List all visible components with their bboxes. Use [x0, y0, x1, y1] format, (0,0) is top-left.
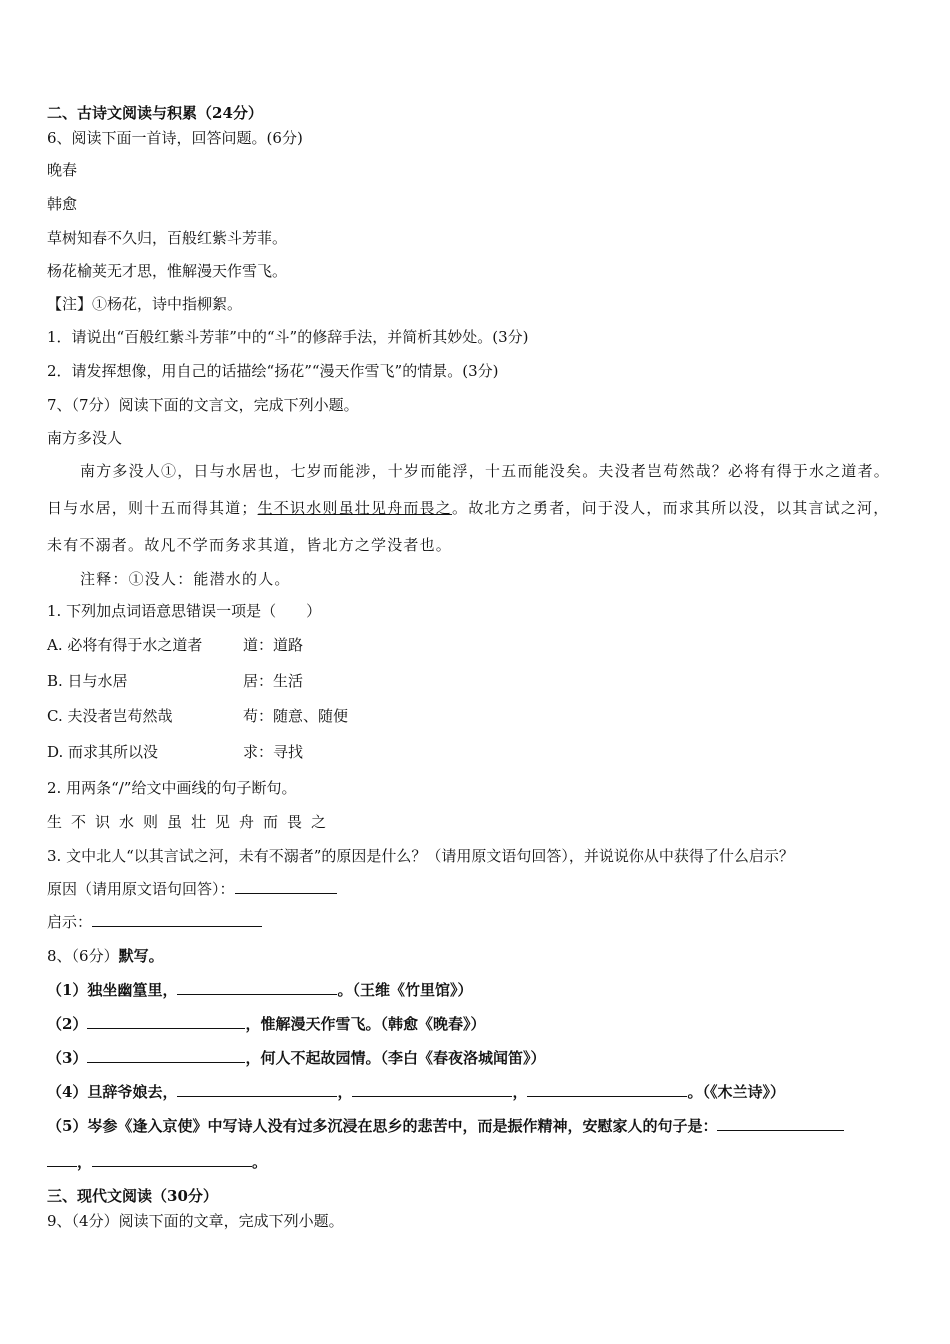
poem-note: 【注】①杨花，诗中指柳絮。 [47, 295, 243, 313]
poem-title: 晚春 [47, 161, 78, 179]
q8-l1-blank[interactable] [177, 980, 337, 995]
option-a [47, 635, 303, 655]
q7-para-2-before: 日与水居，则十五而得其道； [47, 499, 258, 517]
option-c-term: C. 夫没者岂苟然哉 [47, 707, 173, 725]
q8-l3-source: ，何人不起故园情。（李白《春夜洛城闻笛》） [245, 1049, 546, 1067]
q8-line-5-cont [47, 1152, 267, 1172]
q8-l4-source: 。（《木兰诗》） [687, 1083, 785, 1101]
q7-passage-title: 南方多没人 [47, 429, 123, 447]
reason-label: 原因（请用原文语句回答）： [47, 880, 235, 898]
q8-line-3 [47, 1048, 545, 1068]
q6-intro: 6、阅读下面一首诗，回答问题。(6分) [47, 129, 303, 147]
option-b [47, 671, 303, 691]
q8-l4-blank-1[interactable] [177, 1082, 337, 1097]
poem-line-1: 草树知春不久归，百般红紫斗芳菲。 [47, 229, 288, 247]
insight-row [47, 912, 262, 932]
reason-answer-blank[interactable] [235, 879, 337, 894]
q7-sub3: 3. 文中北人“以其言试之河，未有不溺者”的原因是什么？（请用原文语句回答），并说说你从中获得了什么启示？ [47, 847, 794, 865]
option-a-gloss: 道：道路 [243, 636, 304, 654]
option-b-gloss: 居：生活 [243, 672, 304, 690]
q8-l4-sep-1: ， [337, 1083, 353, 1101]
q8-l5-blank-2[interactable] [92, 1152, 252, 1167]
option-d-gloss: 求：寻找 [243, 743, 304, 761]
q8-l1-source: 。（王维《竹里馆》） [337, 981, 473, 999]
q7-intro: 7、（7分）阅读下面的文言文，完成下列小题。 [47, 396, 359, 414]
q8-line-2 [47, 1014, 485, 1034]
q8-l4-sep-2: ， [512, 1083, 528, 1101]
q7-annotation: 注释：①没人：能潜水的人。 [80, 570, 291, 588]
option-d-term: D. 而求其所以没 [47, 743, 159, 761]
q8-l5-end: 。 [252, 1153, 268, 1171]
q8-line-5 [47, 1116, 844, 1136]
option-a-term: A. 必将有得于水之道者 [47, 636, 203, 654]
q8-l3-blank[interactable] [87, 1048, 245, 1063]
q8-l5-sep: ， [77, 1153, 93, 1171]
q8-l1-prompt: （1）独坐幽篁里， [47, 981, 178, 999]
q7-sub2: 2. 用两条“/”给文中画线的句子断句。 [47, 779, 297, 797]
q8-l5-blank-1b[interactable] [47, 1152, 77, 1167]
q7-para-2 [47, 498, 889, 518]
q7-sub2-sentence: 生不识水则虽壮见舟而畏之 [47, 813, 336, 831]
option-c-gloss: 苟：随意、随便 [243, 707, 349, 725]
q8-intro-bold: 默写。 [118, 947, 164, 965]
q8-line-1 [47, 980, 472, 1000]
q8-l2-prompt: （2） [47, 1015, 88, 1033]
option-b-term: B. 日与水居 [47, 672, 128, 690]
insight-answer-blank[interactable] [92, 912, 262, 927]
option-d [47, 742, 303, 762]
q6-sub2: 2．请发挥想像，用自己的话描绘“扬花”“漫天作雪飞”的情景。(3分) [47, 362, 499, 380]
poem-author: 韩愈 [47, 195, 78, 213]
q8-line-4 [47, 1082, 785, 1102]
q8-l2-blank[interactable] [87, 1014, 245, 1029]
insight-label: 启示： [47, 913, 93, 931]
q8-l4-blank-3[interactable] [527, 1082, 687, 1097]
q8-l4-prompt: （4）旦辞爷娘去， [47, 1083, 178, 1101]
section2-heading: 二、古诗文阅读与积累（24分） [47, 104, 263, 122]
reason-row [47, 879, 337, 899]
q8-intro-plain: 8、（6分） [47, 947, 119, 965]
q8-l5-prompt: （5）岑参《逢入京使》中写诗人没有过多沉浸在思乡的悲苦中，而是振作精神，安慰家人的句子是： [47, 1117, 718, 1135]
q7-sub1: 1. 下列加点词语意思错误一项是（ ） [47, 602, 322, 620]
option-c [47, 706, 348, 726]
q8-l4-blank-2[interactable] [352, 1082, 512, 1097]
poem-line-2: 杨花榆荚无才思，惟解漫天作雪飞。 [47, 262, 288, 280]
q7-underlined-sentence: 生不识水则虽壮见舟而畏之 [257, 499, 453, 517]
q8-l2-source: ，惟解漫天作雪飞。（韩愈《晚春》） [245, 1015, 486, 1033]
q8-l5-blank-1a[interactable] [717, 1116, 844, 1131]
q6-sub1: 1．请说出“百般红紫斗芳菲”中的“斗”的修辞手法，并简析其妙处。(3分) [47, 328, 529, 346]
q9-intro: 9、（4分）阅读下面的文章，完成下列小题。 [47, 1212, 344, 1230]
q7-para-1: 南方多没人①，日与水居也，七岁而能涉，十岁而能浮，十五而能没矣。夫没者岂苟然哉？必将有得于水之道者。 [80, 462, 891, 480]
q8-intro [47, 946, 164, 966]
q7-para-2-after: 。故北方之勇者，问于没人，而求其所以没，以其言试之河， [452, 499, 890, 517]
q8-l3-prompt: （3） [47, 1049, 88, 1067]
section3-heading: 三、现代文阅读（30分） [47, 1187, 218, 1205]
q7-para-3: 未有不溺者。故凡不学而务求其道，皆北方之学没者也。 [47, 536, 453, 554]
